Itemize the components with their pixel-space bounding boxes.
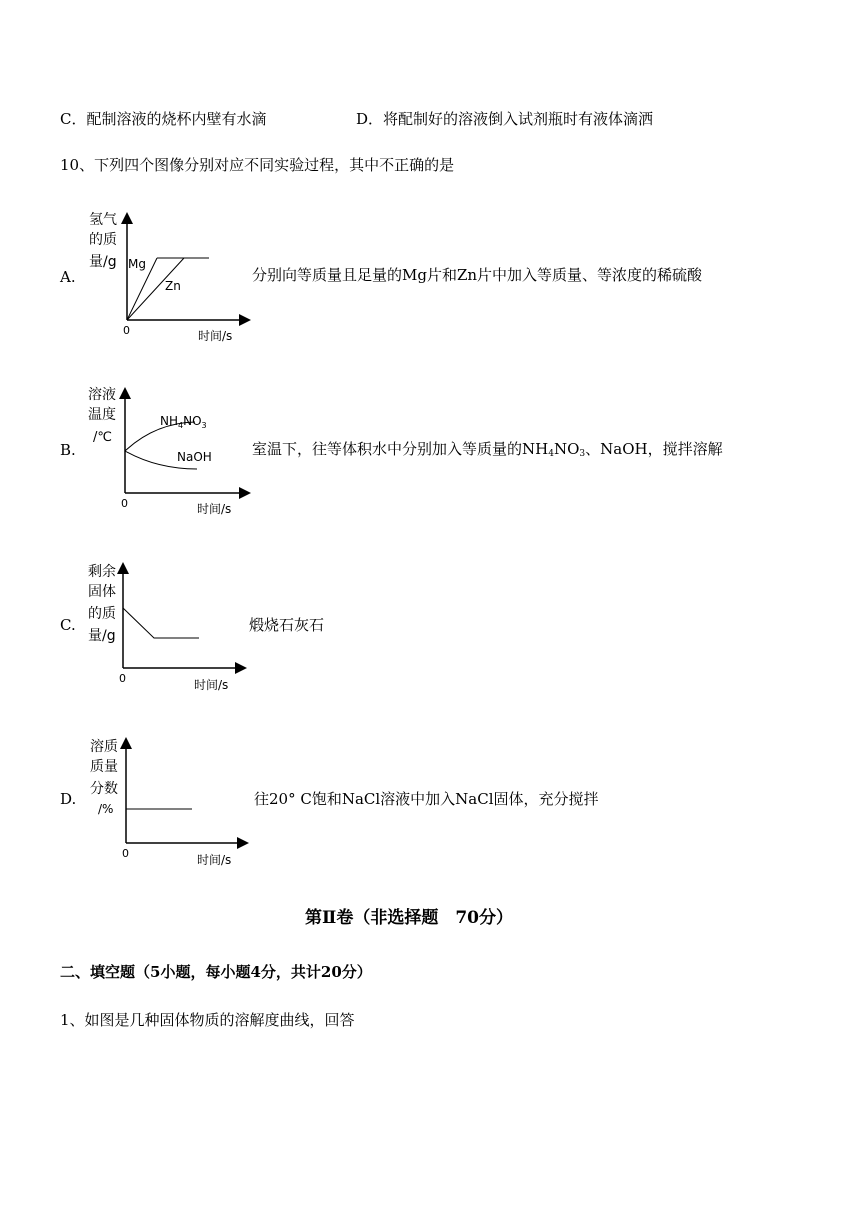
q9-option-c: C．配制溶液的烧杯内壁有水滴: [60, 110, 267, 128]
graph-b-naoh-label: NaOH: [177, 450, 212, 464]
graph-a-origin: 0: [123, 324, 130, 337]
graph-b-nh4no3-label: $NH_4NO_3$: [160, 414, 207, 430]
q10-option-a-letter: A.: [60, 268, 76, 286]
graph-d-ylabel-4: /%: [98, 802, 114, 816]
graph-c-ylabel-2: 固体: [88, 584, 116, 600]
graph-c-xlabel: 时间/s: [194, 678, 229, 692]
graph-c-ylabel-1: 剩余: [88, 564, 116, 580]
graph-a-xlabel: 时间/s: [198, 329, 233, 343]
graph-c-origin: 0: [119, 672, 126, 685]
graph-d-ylabel-2: 质量: [90, 759, 118, 775]
q10-option-d-letter: D.: [60, 790, 77, 808]
graph-b-ylabel-2: 温度: [88, 407, 116, 423]
q10-stem: 10、下列四个图像分别对应不同实验过程，其中不正确的是: [60, 156, 455, 174]
q9-option-d: D．将配制好的溶液倒入试剂瓶时有液体滴洒: [356, 110, 654, 128]
q10-option-b-desc: 室温下，往等体积水中分别加入等质量的$NH_4NO_3$、NaOH，搅拌溶解: [252, 440, 723, 459]
graph-a-ylabel-3: 量/g: [89, 254, 117, 270]
graph-b: [85, 383, 255, 518]
part2-title: 第Ⅱ卷（非选择题 70分）: [305, 908, 513, 928]
graph-a-ylabel-1: 氢气: [89, 212, 117, 228]
graph-a: [85, 208, 255, 343]
graph-b-ylabel-3: /℃: [93, 430, 112, 445]
q10-option-d-desc: 往20° C饱和NaCl溶液中加入NaCl固体，充分搅拌: [254, 790, 599, 808]
graph-a-zn-label: Zn: [165, 279, 181, 293]
graph-b-ylabel-1: 溶液: [88, 387, 116, 403]
graph-c: [85, 558, 255, 698]
graph-c-ylabel-3: 的质: [88, 606, 116, 622]
q10-option-c-letter: C.: [60, 616, 76, 634]
graph-c-line: [123, 608, 199, 638]
graph-d-ylabel-1: 溶质: [90, 739, 118, 755]
graph-b-origin: 0: [121, 497, 128, 510]
graph-a-ylabel-2: 的质: [89, 232, 117, 248]
graph-a-mg-label: Mg: [128, 257, 146, 271]
q10-option-a-desc: 分别向等质量且足量的Mg片和Zn片中加入等质量、等浓度的稀硫酸: [252, 266, 703, 284]
q10-option-b-letter: B.: [60, 441, 76, 459]
graph-d-origin: 0: [122, 847, 129, 860]
graph-d: [85, 733, 255, 868]
section-fill-in-heading: 二、填空题（5小题，每小题4分，共计20分）: [60, 963, 372, 981]
graph-b-xlabel: 时间/s: [197, 502, 232, 516]
part2-q1-stem: 1、如图是几种固体物质的溶解度曲线，回答: [60, 1011, 355, 1029]
graph-c-ylabel-4: 量/g: [88, 628, 116, 644]
graph-d-ylabel-3: 分数: [90, 781, 118, 797]
q10-option-c-desc: 煅烧石灰石: [249, 616, 325, 634]
graph-d-xlabel: 时间/s: [197, 853, 232, 867]
